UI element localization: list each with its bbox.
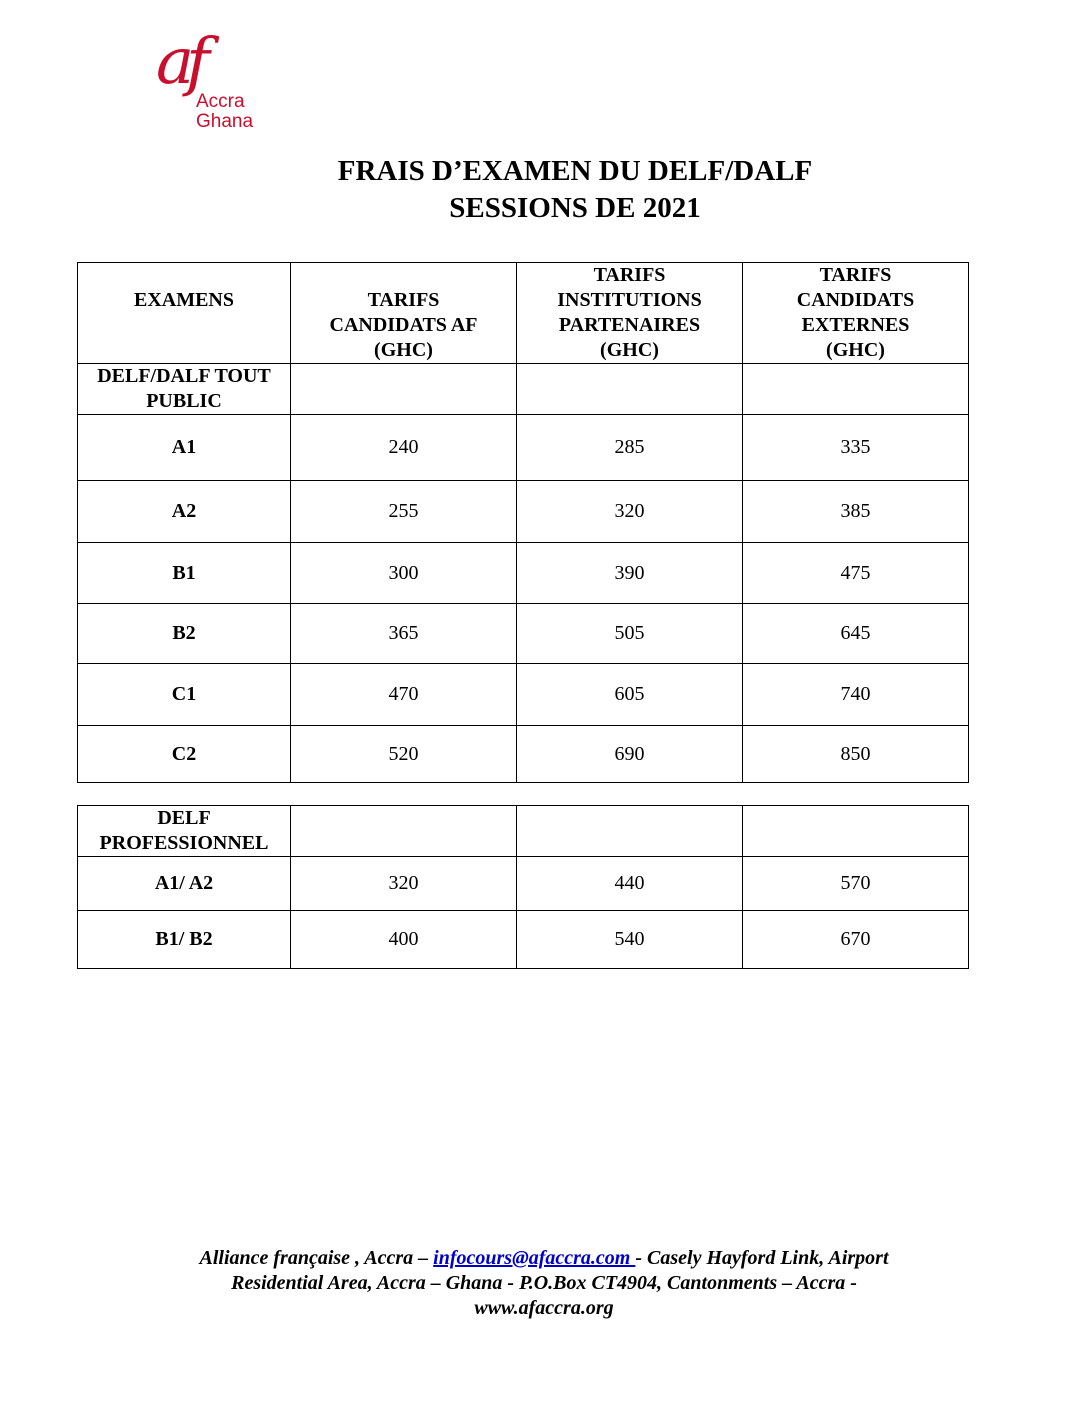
empty-cell <box>743 806 969 857</box>
fee-ext-cell: 385 <box>743 481 969 543</box>
table-row <box>78 857 969 911</box>
website-text: www.afaccra.org <box>474 1297 614 1319</box>
empty-cell <box>743 364 969 415</box>
fee-inst-cell: 605 <box>517 664 743 726</box>
page-subtitle: SESSIONS DE 2021 <box>449 192 701 224</box>
logo-mark: af <box>156 25 202 99</box>
empty-cell <box>517 806 743 857</box>
empty-cell <box>291 806 517 857</box>
footer-line-2: Residential Area, Accra – Ghana - P.O.Box CT4904, Cantonments – Accra - <box>231 1272 857 1294</box>
fee-ext-cell: 475 <box>743 543 969 604</box>
fee-af-cell: 470 <box>291 664 517 726</box>
table-row <box>78 604 969 664</box>
email-link[interactable]: infocours@afaccra.com <box>433 1247 636 1269</box>
section-label-tout-public: DELF/DALF TOUT PUBLIC <box>78 364 291 415</box>
fee-af-cell: 320 <box>291 857 517 911</box>
fee-ext-cell: 850 <box>743 726 969 783</box>
table-row <box>78 481 969 543</box>
fee-af-cell: 400 <box>291 911 517 969</box>
level-cell: C2 <box>78 726 291 783</box>
section-row-tout-public <box>78 364 969 415</box>
empty-cell <box>517 364 743 415</box>
fee-ext-cell: 670 <box>743 911 969 969</box>
level-cell: C1 <box>78 664 291 726</box>
page-title: FRAIS D’EXAMEN DU DELF/DALF <box>337 155 813 187</box>
level-cell: B2 <box>78 604 291 664</box>
table-row <box>78 911 969 969</box>
fee-ext-cell: 335 <box>743 415 969 481</box>
fee-inst-cell: 285 <box>517 415 743 481</box>
footer-address <box>0 1246 1088 1321</box>
alliance-francaise-logo <box>156 25 266 140</box>
tout-public-fee-table <box>77 262 969 783</box>
fee-ext-cell: 570 <box>743 857 969 911</box>
level-cell: A1 <box>78 415 291 481</box>
header-af: TARIFS CANDIDATS AF (GHC) <box>291 263 517 364</box>
header-inst: TARIFS INSTITUTIONS PARTENAIRES (GHC) <box>517 263 743 364</box>
level-cell: A1/ A2 <box>78 857 291 911</box>
table-header-row <box>78 263 969 364</box>
fee-inst-cell: 440 <box>517 857 743 911</box>
professionnel-fee-table <box>77 805 969 969</box>
logo-city: Accra <box>196 91 245 112</box>
fee-ext-cell: 645 <box>743 604 969 664</box>
level-cell: A2 <box>78 481 291 543</box>
header-ext: TARIFS CANDIDATS EXTERNES (GHC) <box>743 263 969 364</box>
fee-af-cell: 300 <box>291 543 517 604</box>
header-exam: EXAMENS <box>78 263 291 364</box>
table-row <box>78 543 969 604</box>
fee-af-cell: 365 <box>291 604 517 664</box>
level-cell: B1/ B2 <box>78 911 291 969</box>
fee-inst-cell: 320 <box>517 481 743 543</box>
table-row <box>78 415 969 481</box>
fee-af-cell: 240 <box>291 415 517 481</box>
fee-inst-cell: 690 <box>517 726 743 783</box>
empty-cell <box>291 364 517 415</box>
fee-af-cell: 520 <box>291 726 517 783</box>
fee-inst-cell: 390 <box>517 543 743 604</box>
section-row-professionnel <box>78 806 969 857</box>
level-cell: B1 <box>78 543 291 604</box>
logo-country: Ghana <box>196 111 254 132</box>
fee-inst-cell: 505 <box>517 604 743 664</box>
fee-af-cell: 255 <box>291 481 517 543</box>
footer-line-1: Alliance française , Accra – infocours@afaccra.com - Casely Hayford Link, Airport <box>199 1247 889 1269</box>
section-label-professionnel: DELF PROFESSIONNEL <box>78 806 291 857</box>
table-row <box>78 726 969 783</box>
table-row <box>78 664 969 726</box>
fee-ext-cell: 740 <box>743 664 969 726</box>
fee-inst-cell: 540 <box>517 911 743 969</box>
